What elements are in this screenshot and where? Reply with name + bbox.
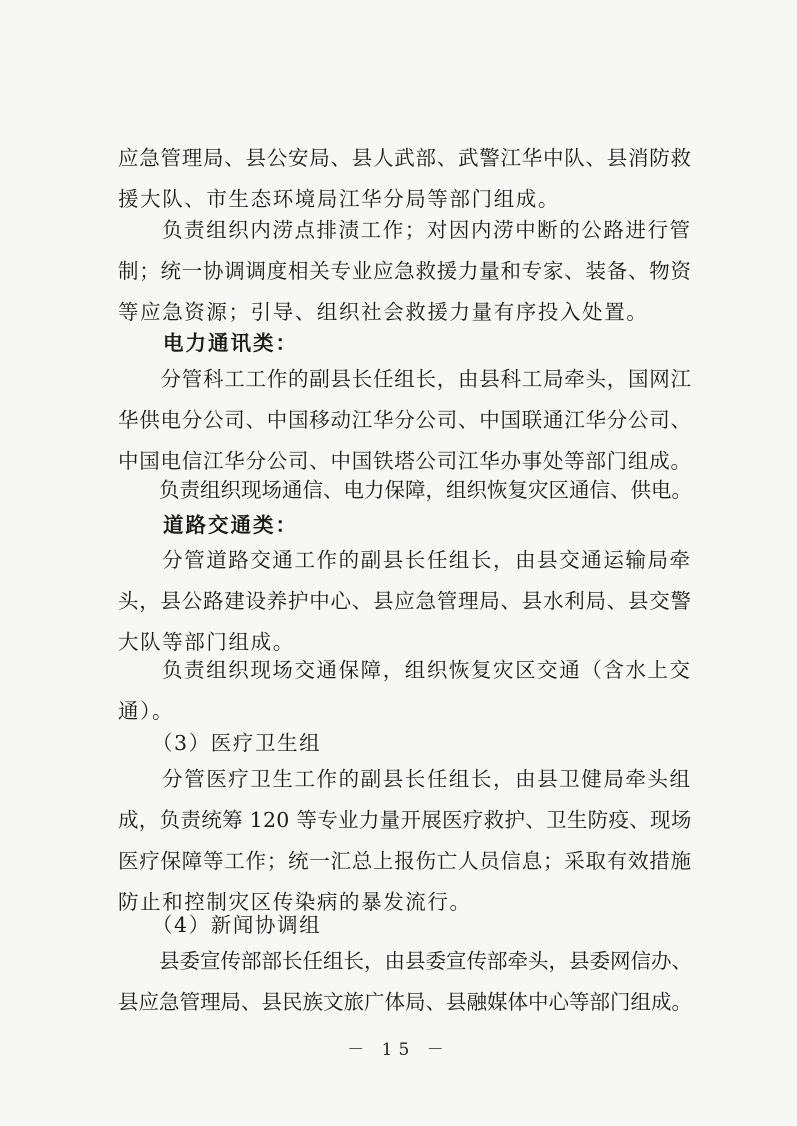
text-line: 分管道路交通工作的副县长任组长，由县交通运输局牵 bbox=[118, 548, 692, 572]
page-number: － 15 － bbox=[347, 1040, 450, 1060]
paragraph-medical-members bbox=[118, 759, 692, 923]
text-line: 华供电分公司、中国移动江华分公司、中国联通江华分公司、 bbox=[118, 408, 692, 432]
text-line: 负责组织现场通信、电力保障，组织恢复灾区通信、供电。 bbox=[118, 478, 692, 502]
text-line: 分管科工工作的副县长任组长，由县科工局牵头，国网江 bbox=[118, 367, 692, 391]
text-line: 县委宣传部部长任组长，由县委宣传部牵头，县委网信办、 bbox=[118, 949, 692, 973]
text-line: 防止和控制灾区传染病的暴发流行。 bbox=[118, 890, 472, 914]
paragraph-road-members bbox=[118, 540, 692, 663]
text-line: 援大队、市生态环境局江华分局等部门组成。 bbox=[118, 187, 560, 211]
paragraph-news-members bbox=[118, 941, 692, 1023]
text-line: 等应急资源；引导、组织社会救援力量有序投入处置。 bbox=[118, 300, 649, 324]
text-line: 负责组织现场交通保障，组织恢复灾区交通（含水上交 bbox=[118, 658, 692, 682]
text-line: 中国电信江华分公司、中国铁塔公司江华办事处等部门组成。 bbox=[118, 449, 692, 473]
text-line: 医疗保障等工作；统一汇总上报伤亡人员信息；采取有效措施 bbox=[118, 849, 692, 873]
text-line: 分管医疗卫生工作的副县长任组长，由县卫健局牵头组 bbox=[118, 767, 692, 791]
text-line: 通）。 bbox=[118, 699, 175, 723]
text-line: 道路交通类： bbox=[118, 513, 298, 537]
text-line: 县应急管理局、县民族文旅广体局、县融媒体中心等部门组成。 bbox=[118, 990, 692, 1014]
text-line: （4）新闻协调组 bbox=[118, 913, 322, 937]
text-line: 制；统一协调调度相关专业应急救援力量和专家、装备、物资 bbox=[118, 259, 692, 283]
text-line: 大队等部门组成。 bbox=[118, 630, 295, 654]
paragraph-road-duties bbox=[118, 650, 692, 732]
heading-medical-group bbox=[118, 723, 692, 764]
heading-news-group bbox=[118, 905, 692, 946]
text-line: 成，负责统筹 120 等专业力量开展医疗救护、卫生防疫、现场 bbox=[118, 808, 692, 832]
paragraph-continued-members bbox=[118, 138, 692, 220]
text-line: （3）医疗卫生组 bbox=[118, 731, 322, 755]
heading-power-communications bbox=[118, 323, 692, 364]
text-line: 负责组织内涝点排渍工作；对因内涝中断的公路进行管 bbox=[118, 218, 692, 242]
paragraph-power-members bbox=[118, 359, 692, 482]
text-line: 应急管理局、县公安局、县人武部、武警江华中队、县消防救 bbox=[118, 146, 692, 170]
paragraph-drainage-duties bbox=[118, 210, 692, 333]
text-line: 电力通讯类： bbox=[118, 331, 298, 355]
text-line: 头，县公路建设养护中心、县应急管理局、县水利局、县交警 bbox=[118, 589, 692, 613]
